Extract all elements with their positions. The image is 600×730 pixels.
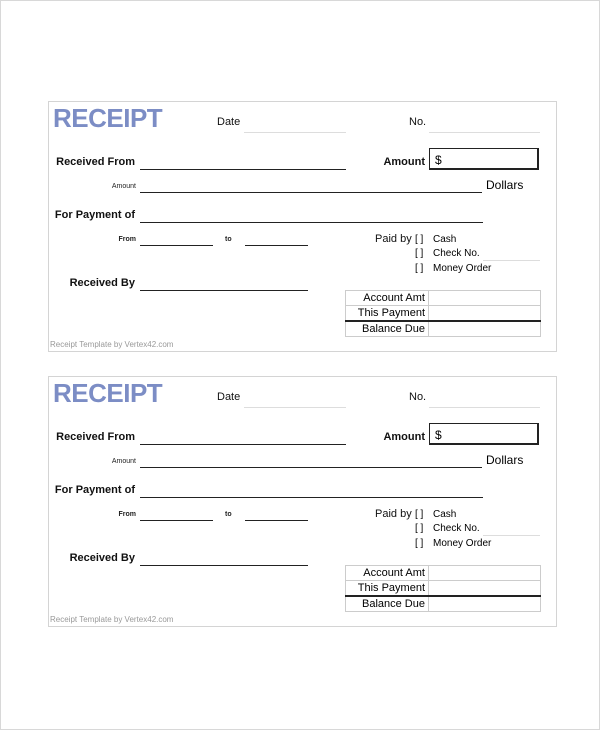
this-payment-field[interactable] <box>429 581 541 597</box>
account-amt-field[interactable] <box>429 566 541 581</box>
from-label: From <box>118 511 136 518</box>
amount-label: Amount <box>383 431 425 443</box>
received-by-label: Received By <box>69 552 135 564</box>
account-amt-field[interactable] <box>429 291 541 306</box>
paid-by-label: Paid by <box>375 233 412 245</box>
date-field[interactable] <box>244 407 346 408</box>
to-field[interactable] <box>245 245 308 246</box>
received-from-field[interactable] <box>140 169 346 170</box>
receipt <box>48 101 557 352</box>
check-label: Check No. <box>433 523 480 534</box>
amount-words-label: Amount <box>111 458 136 465</box>
this-payment-field[interactable] <box>429 306 541 322</box>
cash-checkbox[interactable]: [ ] <box>415 234 424 245</box>
balance-due-field[interactable] <box>429 596 541 612</box>
date-label: Date <box>217 391 241 403</box>
money-order-label: Money Order <box>433 538 492 549</box>
amount-label: Amount <box>383 156 425 168</box>
footer-credit: Receipt Template by Vertex42.com <box>50 340 174 349</box>
balance-due-field[interactable] <box>429 321 541 337</box>
amount-field[interactable] <box>429 148 539 170</box>
from-label: From <box>118 236 136 243</box>
check-no-field[interactable] <box>483 535 540 536</box>
balance-table <box>345 290 541 337</box>
from-field[interactable] <box>140 245 213 246</box>
received-from-label: Received From <box>56 156 135 168</box>
for-payment-label: For Payment of <box>54 484 135 496</box>
cash-label: Cash <box>433 509 457 520</box>
currency-symbol: $ <box>435 428 442 442</box>
no-field[interactable] <box>429 132 540 133</box>
check-label: Check No. <box>433 248 480 259</box>
receipt-title: RECEIPT <box>53 103 163 133</box>
amount-words-field[interactable] <box>140 192 482 193</box>
check-no-field[interactable] <box>483 260 540 261</box>
received-from-label: Received From <box>56 431 135 443</box>
money-order-checkbox[interactable]: [ ] <box>415 263 424 274</box>
account-amt-label: Account Amt <box>346 566 429 581</box>
amount-words-field[interactable] <box>140 467 482 468</box>
dollars-label: Dollars <box>486 453 524 467</box>
balance-due-label: Balance Due <box>346 321 429 337</box>
received-by-label: Received By <box>69 277 135 289</box>
balance-table <box>345 565 541 612</box>
currency-symbol: $ <box>435 153 442 167</box>
this-payment-label: This Payment <box>346 306 429 322</box>
footer-credit: Receipt Template by Vertex42.com <box>50 615 174 624</box>
for-payment-field[interactable] <box>140 497 483 498</box>
date-label: Date <box>217 116 241 128</box>
amount-field[interactable] <box>429 423 539 445</box>
cash-checkbox[interactable]: [ ] <box>415 509 424 520</box>
no-label: No. <box>409 391 427 403</box>
cash-label: Cash <box>433 234 457 245</box>
received-by-field[interactable] <box>140 565 308 566</box>
money-order-label: Money Order <box>433 263 492 274</box>
money-order-checkbox[interactable]: [ ] <box>415 538 424 549</box>
paid-by-label: Paid by <box>375 508 412 520</box>
received-by-field[interactable] <box>140 290 308 291</box>
to-field[interactable] <box>245 520 308 521</box>
received-from-field[interactable] <box>140 444 346 445</box>
account-amt-label: Account Amt <box>346 291 429 306</box>
to-label: to <box>225 236 232 243</box>
check-checkbox[interactable]: [ ] <box>415 523 424 534</box>
to-label: to <box>225 511 232 518</box>
date-field[interactable] <box>244 132 346 133</box>
check-checkbox[interactable]: [ ] <box>415 248 424 259</box>
dollars-label: Dollars <box>486 178 524 192</box>
balance-due-label: Balance Due <box>346 596 429 612</box>
for-payment-label: For Payment of <box>54 209 135 221</box>
from-field[interactable] <box>140 520 213 521</box>
receipt <box>48 376 557 627</box>
this-payment-label: This Payment <box>346 581 429 597</box>
receipt-title: RECEIPT <box>53 378 163 408</box>
no-label: No. <box>409 116 427 128</box>
amount-words-label: Amount <box>111 183 136 190</box>
for-payment-field[interactable] <box>140 222 483 223</box>
no-field[interactable] <box>429 407 540 408</box>
